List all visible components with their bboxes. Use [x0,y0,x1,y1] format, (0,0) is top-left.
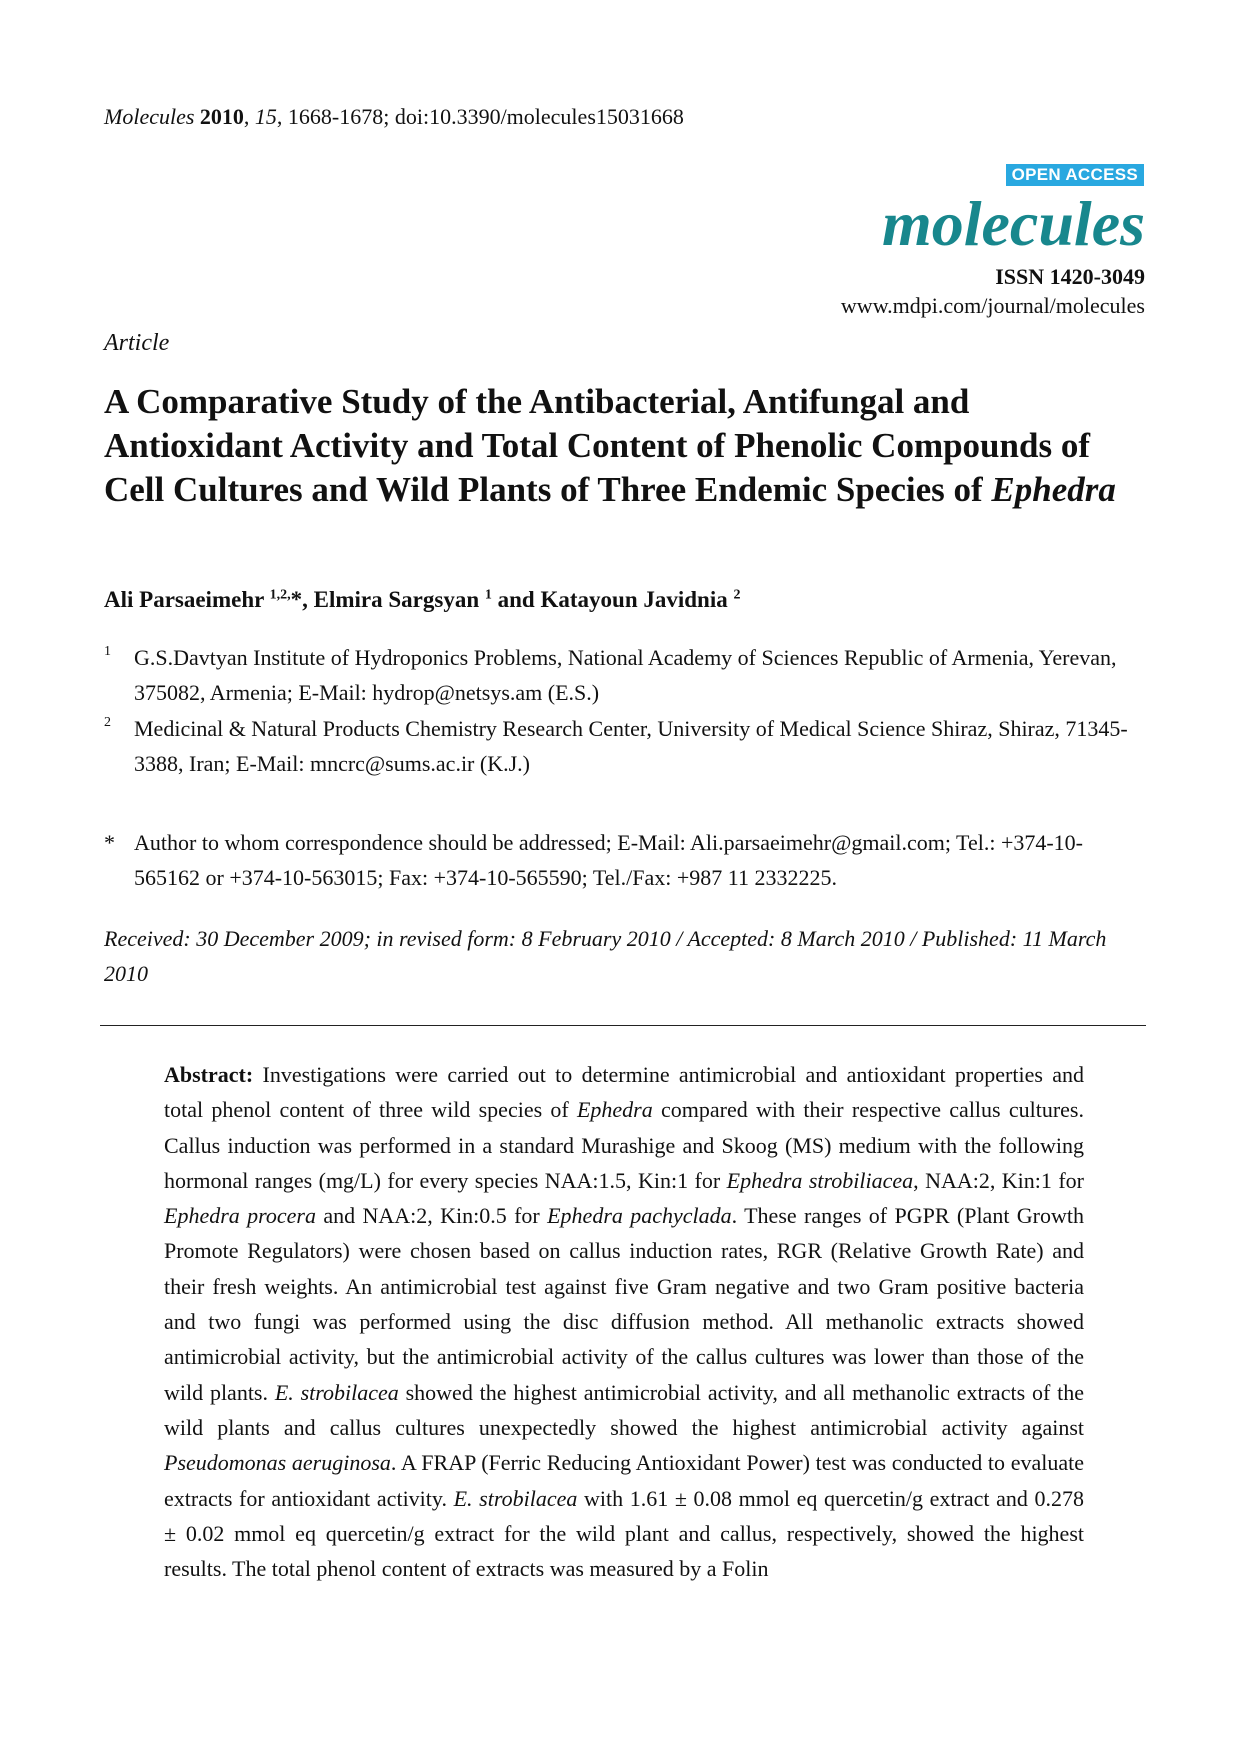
abstract-italic-term: Ephedra strobiliacea [726,1167,914,1193]
affiliation-mark: 2 [104,715,111,730]
abstract-italic-term: Pseudomonas aeruginosa [164,1450,391,1476]
abstract-text: . A FRAP (Ferric Reducing Antioxidant Power) test was conducted to evaluate extracts for antioxidant activity. [164,1450,1084,1511]
abstract-text: showed the highest antimicrobial activity, and all methanolic extracts of the wild plants and callus cultures unexpectedly showed the highest antimicrobial activity against [164,1379,1084,1440]
abstract-italic-term: E. strobilacea [274,1379,399,1405]
abstract-text: , NAA:2, Kin:1 for [913,1167,1084,1193]
abstract-italic-term: Ephedra [576,1097,653,1123]
author-list [104,587,740,613]
title-italic: Ephedra [991,470,1116,509]
author-name: Ali Parsaeimehr [104,587,264,612]
affiliation-text: Medicinal & Natural Products Chemistry Research Center, University of Medical Science Shiraz, Shiraz, 71345-3388, Iran; E-Mail: mncrc@sums.ac.ir (K.J.) [134,716,1128,776]
author-name: Elmira Sargsyan [313,587,480,612]
abstract-text: and NAA:2, Kin:0.5 for [315,1203,548,1229]
citation-journal: Molecules [104,104,195,129]
affiliation-2 [104,711,1144,781]
citation-line: Molecules 2010, 15, 1668-1678; doi:10.3390/molecules15031668 [104,104,684,129]
abstract-italic-term: Ephedra procera [164,1203,316,1229]
author-affiliation-mark: 2 [733,587,741,603]
author-affiliation-mark: 1 [484,587,492,603]
journal-logo: molecules [881,188,1145,259]
abstract-text: Investigations were carried out to determine antimicrobial and antioxidant properties and total phenol content of three wild species of [164,1062,1084,1123]
affiliation-text: G.S.Davtyan Institute of Hydroponics Problems, National Academy of Sciences Republic of Armenia, Yerevan, 375082, Armenia; E-Mail: hydrop@netsys.am (E.S.) [134,645,1117,705]
abstract-label: Abstract: [164,1062,254,1087]
affiliation-1 [104,640,1144,710]
open-access-badge: OPEN ACCESS [1006,164,1144,186]
author-affiliation-mark: 1,2, [269,587,291,603]
correspondence-note [104,825,1144,895]
abstract-text: . These ranges of PGPR (Plant Growth Promote Regulators) were chosen based on callus induction rates, RGR (Relative Growth Rate) and their fresh weights. An antimicrobial test against five Gram negative and two Gram positive bacteria and two fungi was performed using the disc diffusion method. All methanolic extracts showed antimicrobial activity, but the antimicrobial activity of the callus cultures was lower than those of the wild plants. [164,1203,1085,1405]
author-separator: *, [290,587,314,612]
abstract [164,1057,1084,1586]
citation-volume: 15 [254,104,277,129]
correspondence-text: Author to whom correspondence should be addressed; E-Mail: Ali.parsaeimehr@gmail.com; Tel.: +374-10-565162 or +374-10-563015; Fax: +374-10-565590; Tel./Fax: +987 11 2332225. [134,830,1083,890]
affiliation-mark: 1 [104,644,111,659]
abstract-italic-term: E. strobilacea [453,1485,578,1511]
journal-url[interactable]: www.mdpi.com/journal/molecules [840,293,1145,318]
article-type: Article [104,330,170,356]
issn: ISSN 1420-3049 [995,264,1145,289]
abstract-italic-term: Ephedra pachyclada [547,1203,732,1229]
abstract-text: compared with their respective callus cultures. Callus induction was performed in a standard Murashige and Skoog (MS) medium with the following hormonal ranges (mg/L) for every species NAA:1.5, Kin:1 for [164,1097,1084,1193]
divider-rule [100,1025,1146,1026]
author-separator: and [491,587,541,612]
title-main: A Comparative Study of the Antibacterial, Antifungal and Antioxidant Activity and Total Content of Phenolic Compounds of Cell Cultures and Wild Plants of Three Endemic Species of [104,382,1090,509]
publication-dates: Received: 30 December 2009; in revised form: 8 February 2010 / Accepted: 8 March 2010 / Published: 11 March 2010 [104,926,1107,986]
paper-title [104,380,1144,512]
citation-rest: , 1668-1678; doi:10.3390/molecules15031668 [276,104,684,129]
correspondence-mark: * [104,830,115,855]
author-name: Katayoun Javidnia [540,587,728,612]
abstract-text: with 1.61 ± 0.08 mmol eq quercetin/g extract and 0.278 ± 0.02 mmol eq quercetin/g extract for the wild plant and callus, respectively, showed the highest results. The total phenol content of extracts was measured by a Folin [164,1485,1084,1582]
citation-year: 2010 [199,104,244,129]
abstract-body [164,1062,1084,1581]
